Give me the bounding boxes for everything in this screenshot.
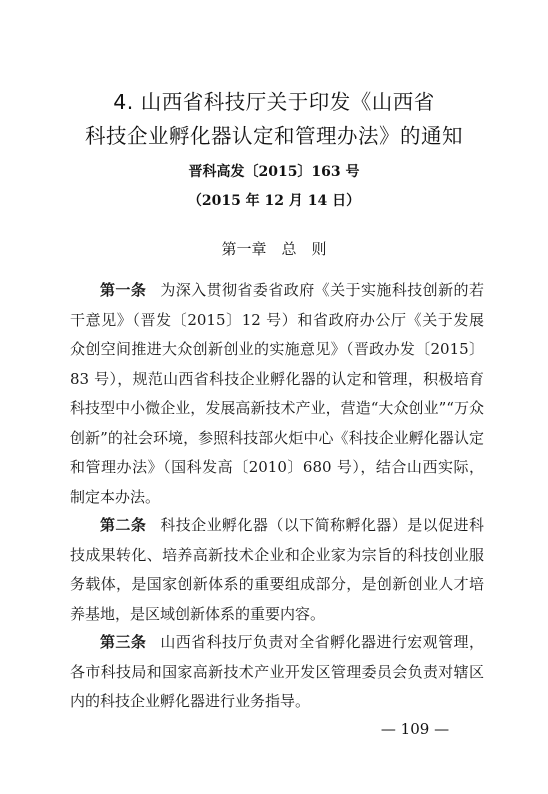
- article-1-text: 为深入贯彻省委省政府《关于实施科技创新的若干意见》（晋发〔2015〕12 号）和省政府办公厅《关于发展众创空间推进大众创新创业的实施意见》（晋政办发〔2015〕83 号），规范山西省科技企业孵化器的认定和管理，积极培育科技型中小微企业，发展高新技术产业，营造“大众创业”“万众创新”的社会环境，参照科技部火炬中心《科技企业孵化器认定和管理办法》（国科发高〔2010〕680 号），结合山西实际，制定本办法。: [70, 281, 484, 506]
- article-3-label: 第三条: [100, 633, 147, 651]
- page-number: — 109 —: [380, 720, 450, 738]
- document-title-line-1: 4. 山西省科技厅关于印发《山西省: [113, 90, 435, 114]
- article-2: [70, 511, 484, 629]
- document-date: （2015 年 12 月 14 日）: [187, 193, 361, 209]
- article-3: [70, 628, 484, 717]
- document-title-line-2: 科技企业孵化器认定和管理办法》的通知: [85, 124, 463, 148]
- article-1-label: 第一条: [100, 281, 147, 299]
- chapter-heading: 第一章 总 则: [221, 240, 327, 258]
- article-2-text: 科技企业孵化器（以下简称孵化器）是以促进科技成果转化、培养高新技术企业和企业家为宗旨的科技创业服务载体，是国家创新体系的重要组成部分，是创新创业人才培养基地，是区域创新体系的重要内容。: [70, 516, 484, 623]
- article-1: [70, 276, 484, 512]
- document-number: 晋科高发〔2015〕163 号: [188, 164, 360, 180]
- article-3-text: 山西省科技厅负责对全省孵化器进行宏观管理，各市科技局和国家高新技术产业开发区管理委员会负责对辖区内的科技企业孵化器进行业务指导。: [70, 633, 484, 710]
- article-2-label: 第二条: [100, 516, 147, 534]
